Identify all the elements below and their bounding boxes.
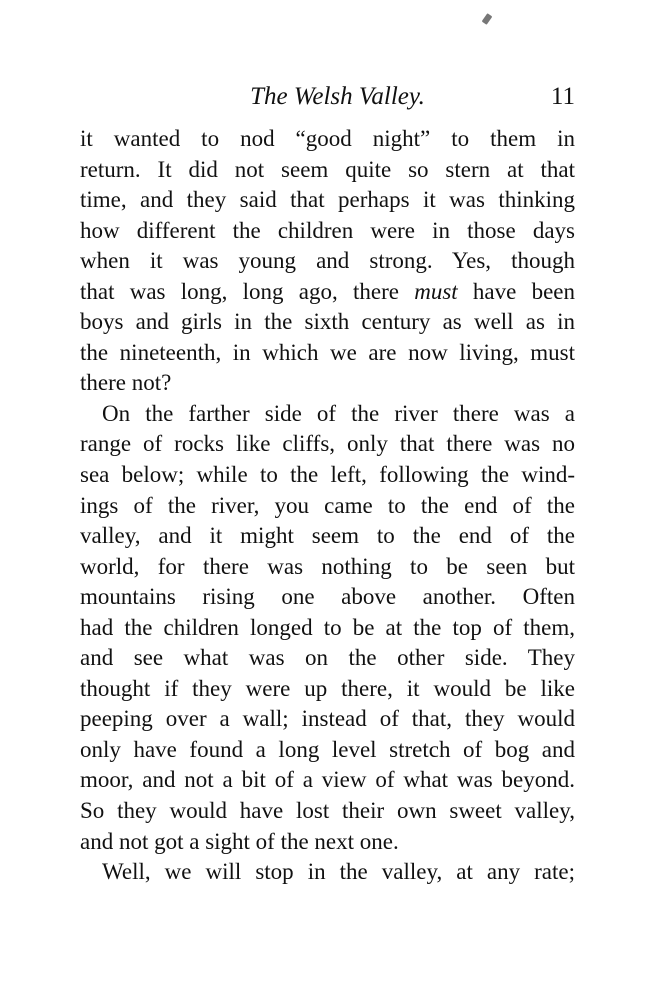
text-line: range of rocks like cliffs, only that there was no [80,431,575,457]
text-line: Well, we will stop in the valley, at any rate; [102,859,575,885]
text-segment: have been [457,278,575,304]
running-title: The Welsh Valley. [250,83,425,110]
text-line: had the children longed to be at the top of them, [80,614,575,640]
text-line: ings of the river, you came to the end of the [80,492,575,518]
text-line: time, and they said that perhaps it was thinking [80,187,575,213]
text-line: mountains rising one above another. Often [80,584,575,610]
text-line: boys and girls in the sixth century as well as in [80,309,575,335]
text-line: sea below; while to the left, following the wind- [80,462,575,488]
text-line: On the farther side of the river there was a [102,400,575,426]
text-line: So they would have lost their own sweet valley, [80,798,575,824]
text-line: how different the children were in those days [80,217,575,243]
body-text [80,124,575,888]
text-line: peeping over a wall; instead of that, they would [80,706,575,732]
page-number: 11 [550,83,575,110]
text-line: and not got a sight of the next one. [80,828,399,854]
text-line: it wanted to nod “good night” to them in [80,126,575,151]
text-line: and see what was on the other side. They [80,645,575,671]
text-line: valley, and it might seem to the end of the [80,523,575,549]
text-segment: that was long, long ago, there [80,278,415,304]
text-line: world, for there was nothing to be seen but [80,553,575,579]
running-header [80,80,575,114]
text-line: only have found a long level stretch of bog and [80,736,575,762]
paragraph [80,124,575,399]
text-line: there not? [80,370,172,396]
text-line: when it was young and strong. Yes, though [80,248,575,274]
paragraph [80,857,575,888]
ink-speck [482,13,493,25]
text-line: moor, and not a bit of a view of what was beyond. [80,767,575,793]
paragraph [80,399,575,857]
emphasized-word: must [414,278,458,304]
text-line: the nineteenth, in which we are now living, must [80,339,575,365]
text-line [80,277,575,308]
text-line: return. It did not seem quite so stern at that [80,156,575,182]
text-line: thought if they were up there, it would be like [80,675,575,701]
